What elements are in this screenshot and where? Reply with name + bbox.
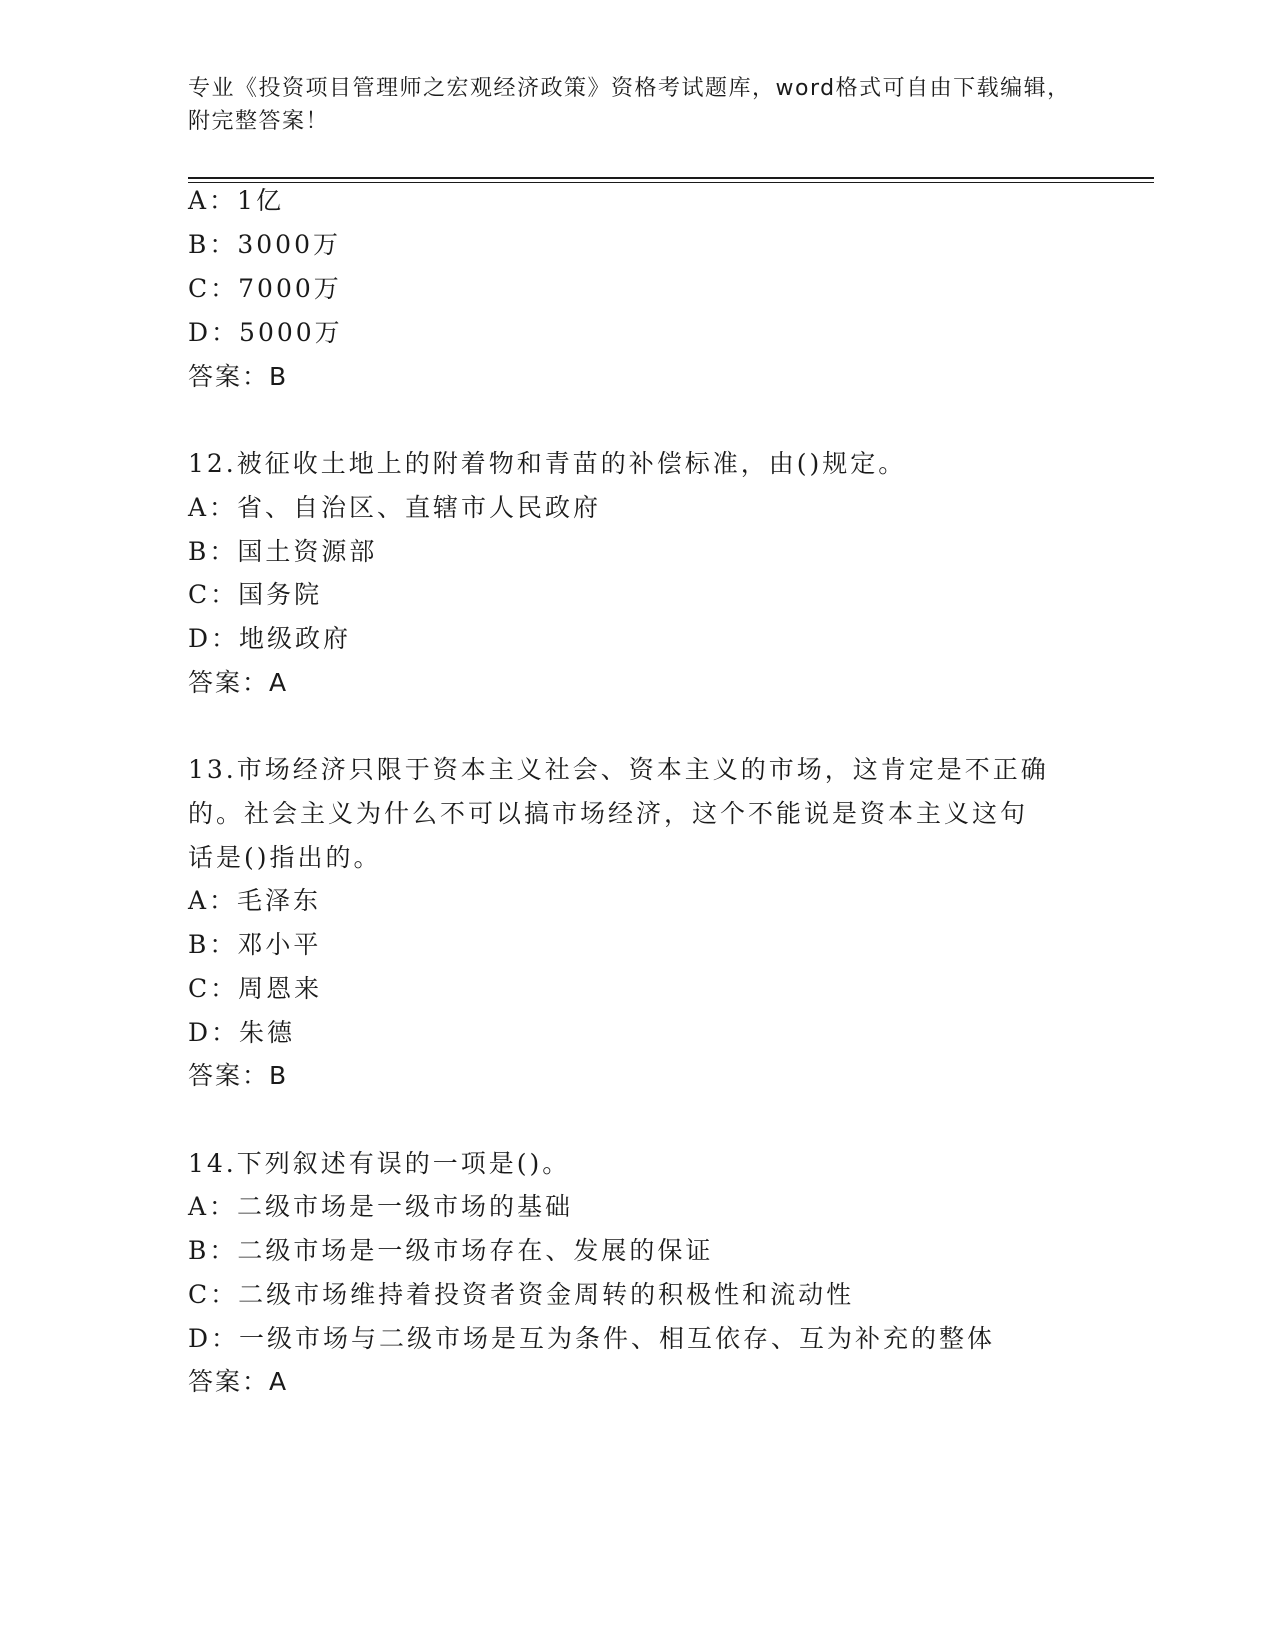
q12-option-b: B：国土资源部 [188, 537, 378, 566]
header-rule-thin [188, 182, 1154, 183]
q14-question: 14.下列叙述有误的一项是()。 [188, 1149, 571, 1178]
q13-question-line-3: 话是()指出的。 [188, 843, 382, 872]
q14-answer: 答案：A [188, 1367, 289, 1396]
q11-option-d: D：5000万 [188, 318, 343, 347]
q12-answer: 答案：A [188, 668, 289, 697]
q14-option-d: D：一级市场与二级市场是互为条件、相互依存、互为补充的整体 [188, 1324, 996, 1353]
q13-option-b: B：邓小平 [188, 930, 322, 959]
q12-option-c: C：国务院 [188, 580, 323, 609]
q13-option-d: D：朱德 [188, 1018, 296, 1047]
q11-option-b: B：3000万 [188, 230, 341, 259]
q13-question-line-2: 的。社会主义为什么不可以搞市场经济，这个不能说是资本主义这句 [188, 799, 1029, 828]
q12-option-d: D：地级政府 [188, 624, 352, 653]
q14-option-b: B：二级市场是一级市场存在、发展的保证 [188, 1236, 714, 1265]
q13-option-a: A：毛泽东 [188, 886, 322, 915]
q11-option-a: A：1亿 [188, 186, 284, 215]
document-header: 专业《投资项目管理师之宏观经济政策》资格考试题库，word格式可自由下载编辑，附完整答案！ [188, 76, 1071, 134]
q14-option-a: A：二级市场是一级市场的基础 [188, 1192, 574, 1221]
header-rule-thick [188, 177, 1154, 179]
q12-question: 12.被征收土地上的附着物和青苗的补偿标准，由()规定。 [188, 449, 907, 478]
q14-option-c: C：二级市场维持着投资者资金周转的积极性和流动性 [188, 1280, 855, 1309]
q11-option-c: C：7000万 [188, 274, 342, 303]
q13-answer: 答案：B [188, 1061, 289, 1090]
q12-option-a: A：省、自治区、直辖市人民政府 [188, 493, 602, 522]
q13-option-c: C：周恩来 [188, 974, 323, 1003]
q13-question-line-1: 13.市场经济只限于资本主义社会、资本主义的市场，这肯定是不正确 [188, 755, 1049, 784]
q11-answer: 答案：B [188, 362, 289, 391]
